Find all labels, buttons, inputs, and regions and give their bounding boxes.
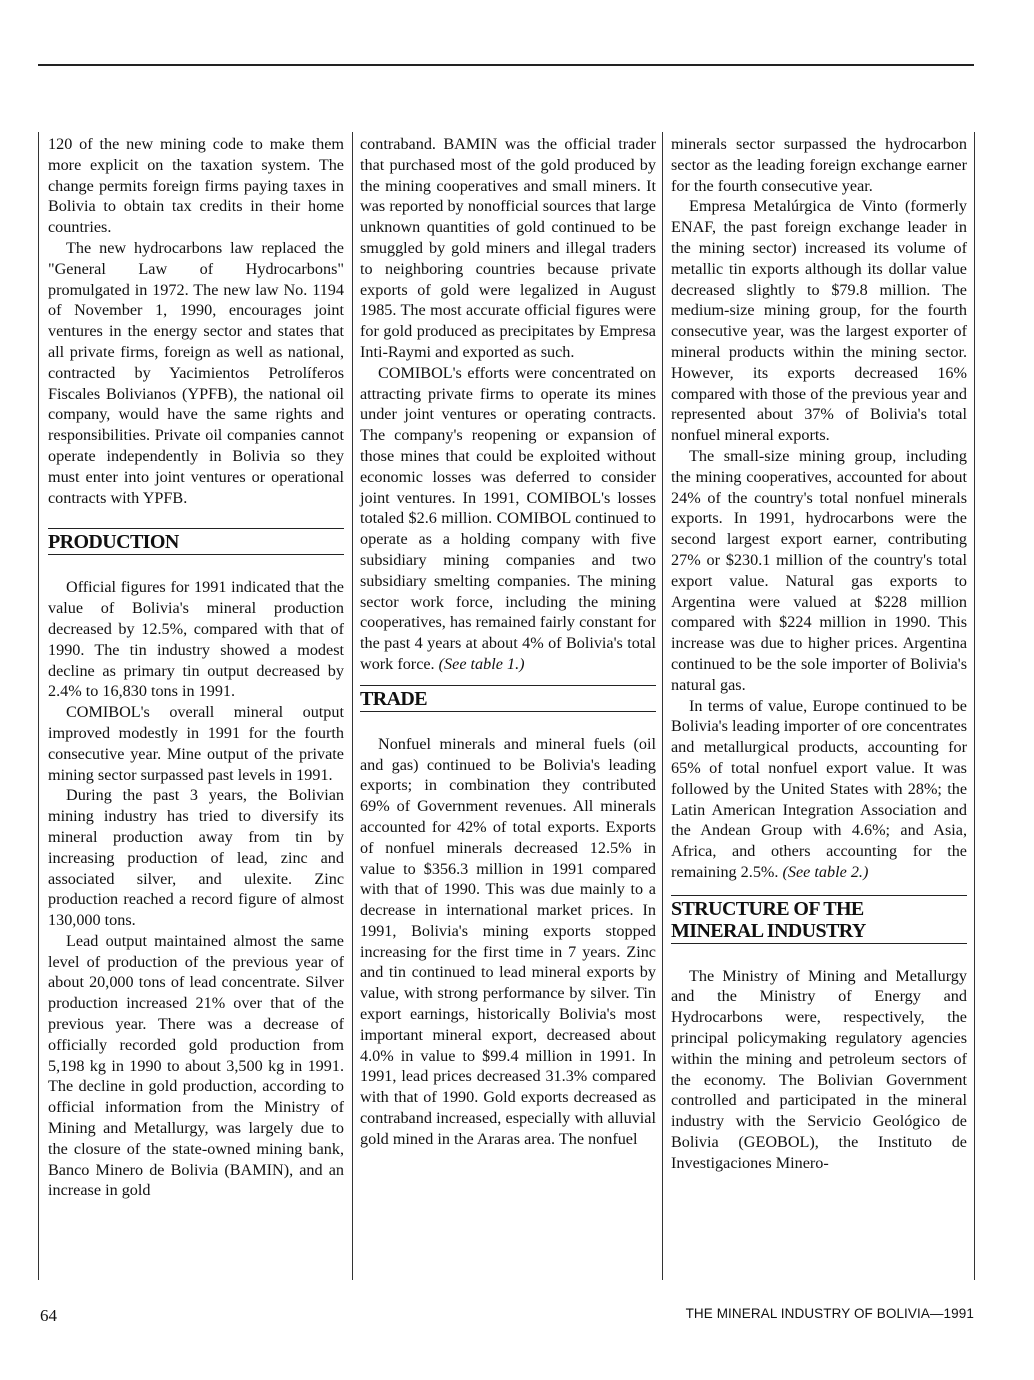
heading-line: STRUCTURE OF THE [671,897,864,920]
table-reference: (See table 1.) [438,654,525,673]
paragraph: Empresa Metalúrgica de Vinto (formerly ENAF, the past foreign exchange leader in the mining sector) increased its volume of metallic tin exports although its dollar value decreased slightly to $79.8 million. The medium-size mining group, for the fourth consecutive year, was the largest exporter of mineral products within the mining sector. However, its exports decreased 16% compared with those of the previous year and represented about 37% of Bolivia's total nonfuel mineral exports. [671,197,967,445]
paragraph: contraband. BAMIN was the official trader that purchased most of the gold produced by the mining cooperatives and small miners. It was reported by nonofficial sources that large unknown quantities of gold continued to be smuggled by gold miners and illegal traders to neighboring countries because private exports of gold were legalized in August 1985. The most accurate official figures were for gold produced as precipitates by Empresa Inti-Raymi and exported as such. [360,135,656,361]
page-number: 64 [40,1306,57,1325]
section-heading-wrap [360,685,656,712]
section-heading-trade: TRADE [360,685,656,712]
section-heading-wrap [671,895,967,944]
column-3 [671,134,967,1174]
paragraph: During the past 3 years, the Bolivian mining industry has tried to diversify its mineral production away from tin by increasing production of lead, zinc and associated silver, and ulexite. Zinc production reached a record figure of almost 130,000 tons. [48,786,344,930]
paragraph-text: In terms of value, Europe continued to be Bolivia's leading importer of ore concentrates and metallurgical products, accounting for 65% of total nonfuel export value. It was followed by the United States with 28%; the Latin American Integration Association and the Andean Group with 4.6%; and Asia, Africa, and others accounting for the remaining 2.5%. [671,696,967,881]
section-heading-wrap [48,528,344,555]
section-heading-structure [671,895,967,944]
paragraph [360,363,656,675]
paragraph: The new hydrocarbons law replaced the "General Law of Hydrocarbons" promulgated in 1972. The new law No. 1194 of November 1, 1990, encourages joint ventures in the energy sector and states that all private firms, foreign as well as national, contracted by Yacimientos Petrolíferos Fiscales Bolivianos (YPFB), the national oil company, would have the same rights and responsibilities. Private oil companies cannot operate independently in Bolivia so they must enter into joint ventures or operational contracts with YPFB. [48,238,344,507]
column-rule-middle-1 [352,132,353,1280]
column-rule-right [974,132,975,1280]
paragraph: The small-size mining group, including the mining cooperatives, accounted for about 24% of the country's total nonfuel minerals exports. In 1991, hydrocarbons were the second largest export earner, contributing 27% or $230.1 million of the country's total export value. Natural gas exports to Argentina were valued at $228 million compared with $224 million in 1990. This increase was due to higher prices. Argentina continued to be the sole importer of Bolivia's natural gas. [671,446,967,694]
paragraph: minerals sector surpassed the hydrocarbon sector as the leading foreign exchange earner for the fourth consecutive year. [671,135,967,195]
column-1 [48,134,344,1201]
paragraph: Official figures for 1991 indicated that the value of Bolivia's mineral production decreased by 12.5%, compared with that of 1990. The tin industry showed a modest decline as primary tin output decreased by 2.4% to 16,830 tons in 1991. [48,578,344,701]
section-heading-production: PRODUCTION [48,528,344,555]
heading-line: MINERAL INDUSTRY [671,919,866,942]
top-rule [38,64,974,66]
paragraph: COMIBOL's overall mineral output improved modestly in 1991 for the fourth consecutive year. Mine output of the private mining sector surpassed past levels in 1991. [48,703,344,784]
running-title: THE MINERAL INDUSTRY OF BOLIVIA—1991 [685,1306,974,1321]
paragraph-text: COMIBOL's efforts were concentrated on attracting private firms to operate its mines under joint ventures or operating contracts. The company's reopening or expansion of those mines that could be exploited without economic losses was deferred to consider joint ventures. In 1991, COMIBOL's losses totaled $2.6 million. COMIBOL continued to operate as a holding company with five subsidiary mining companies and two subsidiary smelting companies. The mining sector work force, including the mining cooperatives, has remained fairly constant for the past 4 years at about 4% of Bolivia's total work force. [360,363,656,673]
column-rule-left [38,132,39,1280]
paragraph: Nonfuel minerals and mineral fuels (oil and gas) continued to be Bolivia's leading exports; in combination they contributed 69% of Government revenues. All minerals accounted for 42% of total exports. Exports of nonfuel minerals decreased 12.5% in value to $356.3 million in 1991 compared with that of 1990. This was due mainly to a decrease in international market prices. In 1991, Bolivia's mining exports stopped increasing for the first time in 7 years. Zinc and tin continued to lead mineral exports by value, with strong performance by silver. Tin export earnings, historically Bolivia's most important mineral export, decreased about 4.0% in value to $99.4 million in 1991. In 1991, lead prices decreased 31.3% compared with that of 1990. Gold exports decreased as contraband increased, especially with alluvial gold mined in the Araras area. The nonfuel [360,734,656,1148]
paragraph: Lead output maintained almost the same level of production of the previous year of about 20,000 tons of lead concentrate. Silver production increased 21% over that of the previous year. There was a decrease of officially recorded gold production from 5,198 kg in 1990 to about 3,500 kg in 1991. The decline in gold production, according to official information from the Ministry of Mining and Metallurgy, was largely due to the closure of the state-owned mining bank, Banco Minero de Bolivia (BAMIN), and an increase in gold [48,931,344,1200]
column-rule-middle-2 [662,132,663,1280]
paragraph: The Ministry of Mining and Metallurgy and the Ministry of Energy and Hydrocarbons were, respectively, the principal policymaking regulatory agencies within the mining and petroleum sectors of the economy. The Bolivian Government controlled and participated in the mineral industry with the Servicio Geológico de Bolivia (GEOBOL), the Instituto de Investigaciones Minero- [671,966,967,1172]
column-2 [360,134,656,1150]
table-reference: (See table 2.) [782,862,869,881]
paragraph [671,696,967,883]
paragraph: 120 of the new mining code to make them more explicit on the taxation system. The change permits foreign firms paying taxes in Bolivia to obtain tax credits in their home countries. [48,135,344,237]
